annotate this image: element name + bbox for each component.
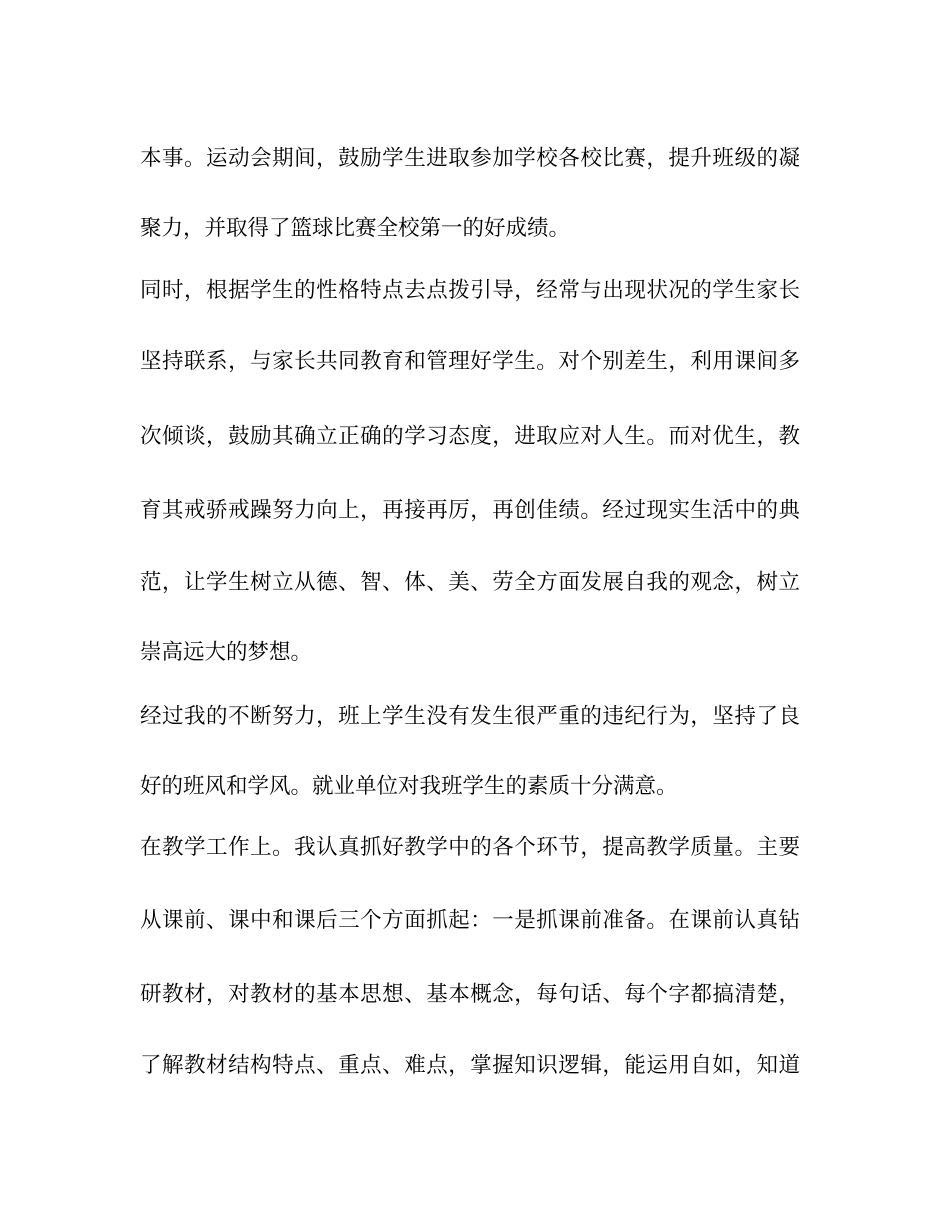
text-line: 在教学工作上。我认真抓好教学中的各个环节，提高教学质量。主要 (140, 835, 800, 860)
text-line: 同时，根据学生的性格特点去点拨引导，经常与出现状况的学生家长 (140, 278, 800, 303)
text-line: 本事。运动会期间，鼓励学生进取参加学校各校比赛，提升班级的凝 (140, 146, 800, 171)
text-line: 坚持联系，与家长共同教育和管理好学生。对个别差生，利用课间多 (140, 349, 800, 374)
text-line: 从课前、课中和课后三个方面抓起：一是抓课前准备。在课前认真钻 (140, 908, 800, 933)
text-line: 崇高远大的梦想。 (140, 640, 313, 665)
text-line: 育其戒骄戒躁努力向上，再接再厉，再创佳绩。经过现实生活中的典 (140, 498, 800, 523)
text-line: 聚力，并取得了篮球比赛全校第一的好成绩。 (140, 216, 571, 241)
text-line: 了解教材结构特点、重点、难点，掌握知识逻辑，能运用自如，知道 (140, 1053, 800, 1078)
text-line: 范，让学生树立从德、智、体、美、劳全方面发展自我的观念，树立 (140, 570, 800, 595)
text-line: 好的班风和学风。就业单位对我班学生的素质十分满意。 (140, 774, 678, 799)
text-line: 研教材，对教材的基本思想、基本概念，每句话、每个字都搞清楚， (140, 982, 800, 1007)
text-line: 经过我的不断努力，班上学生没有发生很严重的违纪行为，坚持了良 (140, 704, 800, 729)
text-line: 次倾谈，鼓励其确立正确的学习态度，进取应对人生。而对优生，教 (140, 424, 800, 449)
